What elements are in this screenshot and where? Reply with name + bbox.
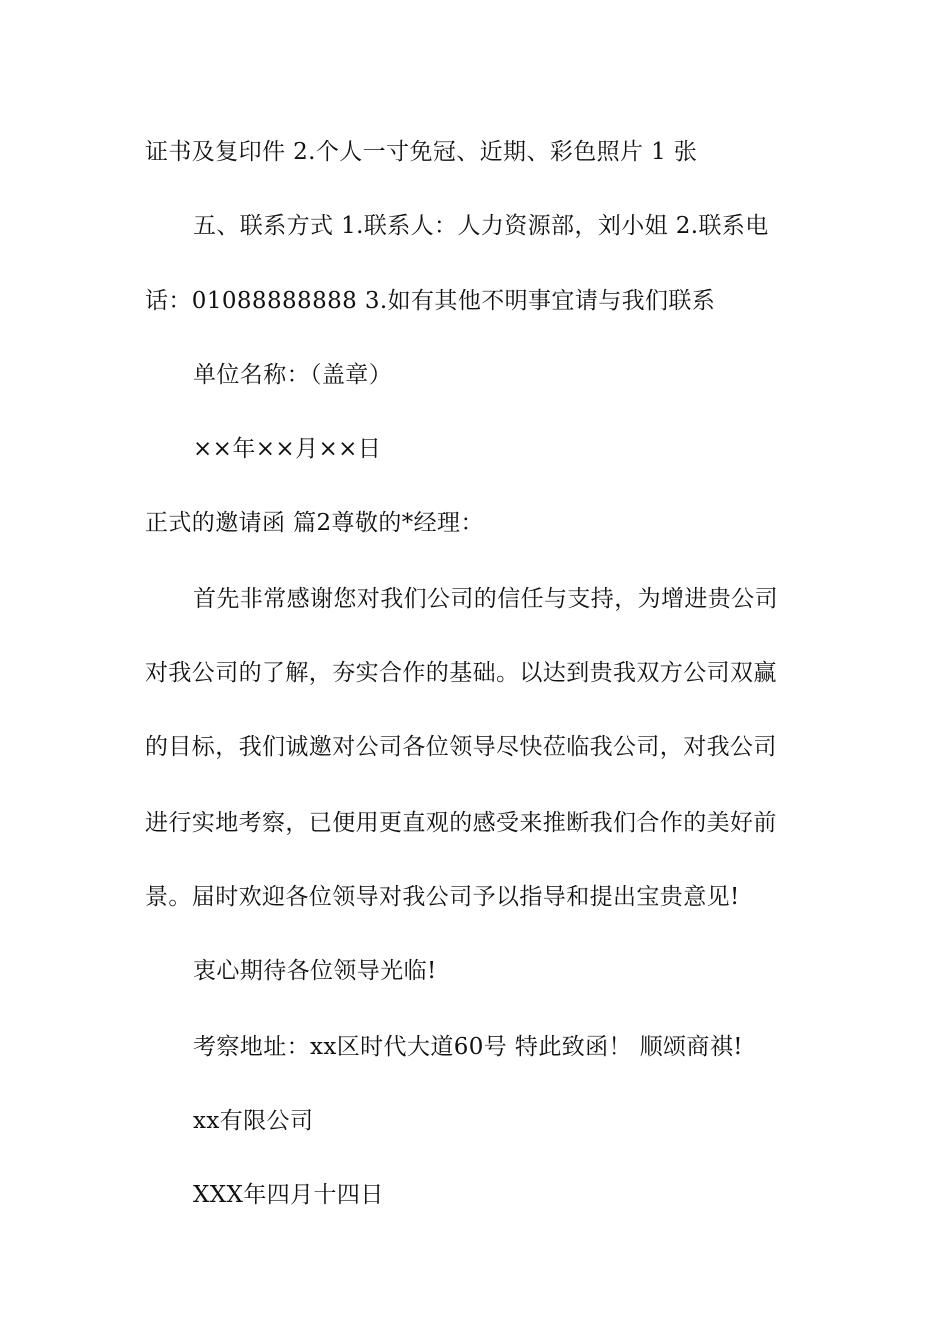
text-line-body-4: 进行实地考察，已便用更直观的感受来推断我们合作的美好前 xyxy=(145,810,777,836)
text-line-body-3: 的目标，我们诚邀对公司各位领导尽快莅临我公司，对我公司 xyxy=(145,734,777,760)
text-line-closing-wish: 衷心期待各位领导光临! xyxy=(193,958,437,984)
text-line-signature-date: XXX年四月十四日 xyxy=(193,1182,384,1208)
text-line-body-5: 景。届时欢迎各位领导对我公司予以指导和提出宝贵意见! xyxy=(145,884,740,910)
text-line-address: 考察地址：xx区时代大道60号 特此致函！ 顺颂商祺! xyxy=(193,1034,743,1060)
text-line-company: xx有限公司 xyxy=(193,1108,314,1134)
text-line-unit-name: 单位名称：（盖章） xyxy=(193,362,393,388)
text-line-phone: 话：01088888888 3.如有其他不明事宜请与我们联系 xyxy=(145,288,716,314)
text-line-section-heading: 正式的邀请函 篇2尊敬的*经理： xyxy=(145,510,484,536)
text-line-contact: 五、联系方式 1.联系人：人力资源部，刘小姐 2.联系电 xyxy=(193,213,769,239)
text-line-body-2: 对我公司的了解，夯实合作的基础。以达到贵我双方公司双赢 xyxy=(145,660,777,686)
text-line-date-placeholder: ××年××月××日 xyxy=(193,436,382,462)
text-line-body-1: 首先非常感谢您对我们公司的信任与支持，为增进贵公司 xyxy=(193,586,778,612)
text-line-certificate: 证书及复印件 2.个人一寸免冠、近期、彩色照片 1 张 xyxy=(145,139,698,165)
